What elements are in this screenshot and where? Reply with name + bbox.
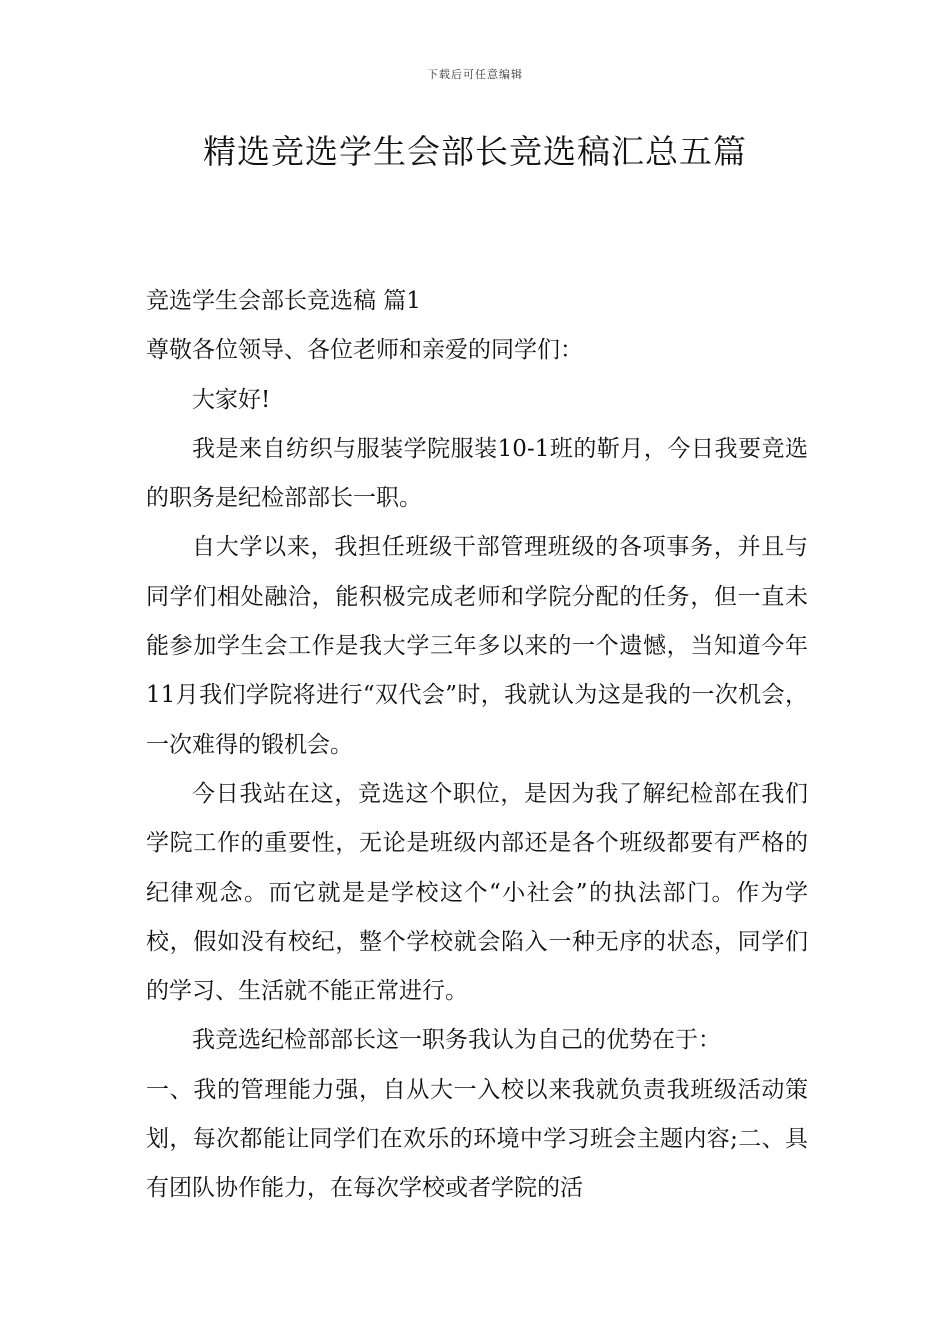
paragraph: 大家好! xyxy=(192,386,271,413)
document-body xyxy=(146,277,808,1214)
section-heading: 竞选学生会部长竞选稿 篇1 xyxy=(146,288,421,314)
paragraph: 我是来自纺织与服装学院服装10-1班的靳月，今日我要竞选的职务是纪检部部长一职。 xyxy=(146,435,808,512)
document-title: 精选竞选学生会部长竞选稿汇总五篇 xyxy=(203,132,747,171)
paragraph: 今日我站在这，竞选这个职位，是因为我了解纪检部在我们学院工作的重要性，无论是班级内部还是各个班级都要有严格的纪律观念。而它就是是学校这个“小社会”的执法部门。作为学校，假如没有校纪，整个学校就会陷入一种无序的状态，同学们的学习、生活就不能正常进行。 xyxy=(146,780,808,1005)
greeting: 尊敬各位领导、各位老师和亲爱的同学们： xyxy=(146,337,583,364)
paragraph: 我竞选纪检部部长这一职务我认为自己的优势在于： xyxy=(192,1027,721,1054)
paragraph-advantages: 一、我的管理能力强，自从大一入校以来我就负责我班级活动策划，每次都能让同学们在欢乐的环境中学习班会主题内容;二、具有团队协作能力，在每次学校或者学院的活 xyxy=(146,1076,808,1202)
header-note: 下载后可任意编辑 xyxy=(427,68,523,81)
paragraph: 自大学以来，我担任班级干部管理班级的各项事务，并且与同学们相处融洽，能积极完成老师和学院分配的任务，但一直未能参加学生会工作是我大学三年多以来的一个遗憾，当知道今年11月我们学院将进行“双代会”时，我就认为这是我的一次机会，一次难得的锻机会。 xyxy=(146,534,808,758)
